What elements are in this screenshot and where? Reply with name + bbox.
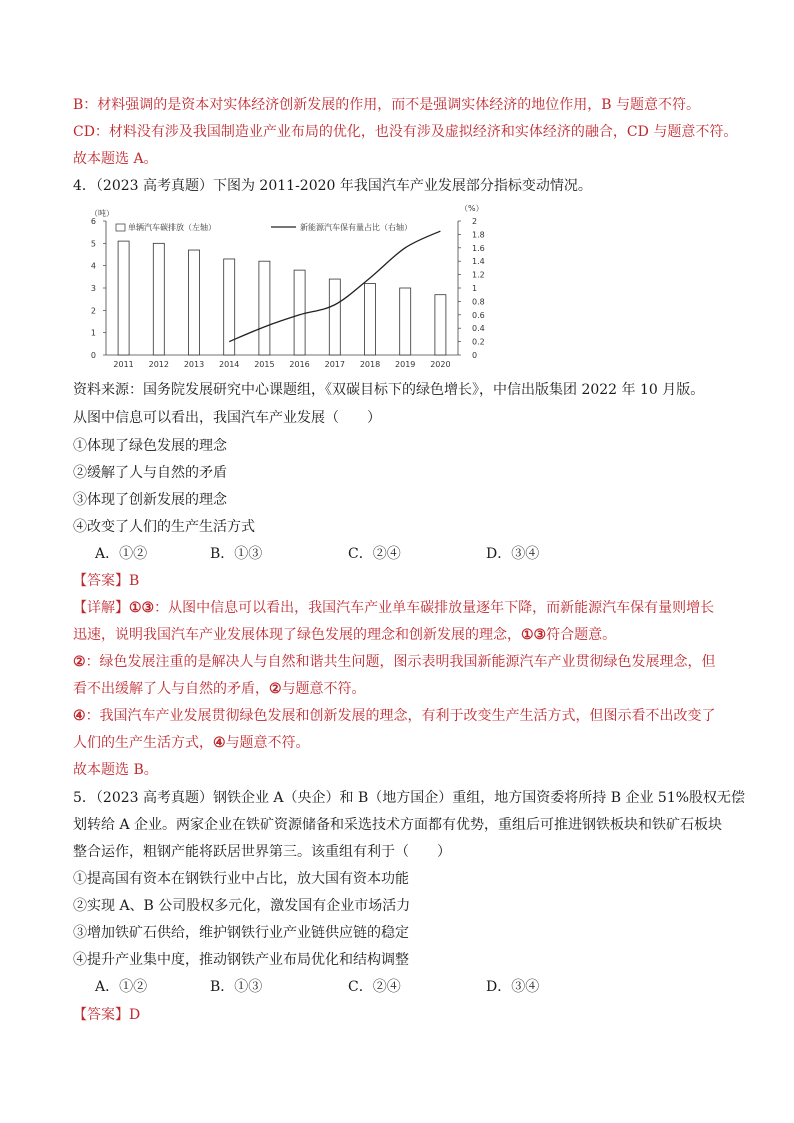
explain-mark-13: ①③ bbox=[521, 627, 547, 643]
q5-option-c: C．②④ bbox=[348, 979, 401, 995]
right-tick-label: 0.4 bbox=[472, 324, 485, 334]
q4-option-a: A．①② bbox=[95, 546, 148, 562]
explain-mark-4: ④ bbox=[213, 735, 226, 751]
x-tick-label: 2012 bbox=[148, 360, 169, 369]
right-tick-label: 0.8 bbox=[472, 297, 485, 307]
q5-statement-2: ②实现 A、B 公司股权多元化，激发国有企业市场活力 bbox=[73, 898, 411, 914]
q4-statement-3: ③体现了创新发展的理念 bbox=[73, 492, 227, 508]
explain-text: 看不出缓解了人与自然的矛盾， bbox=[73, 681, 269, 697]
right-tick-label: 0.2 bbox=[472, 337, 485, 347]
legend-bar-swatch bbox=[116, 224, 125, 231]
bar bbox=[365, 284, 376, 355]
bar bbox=[294, 270, 305, 355]
q3-conclusion: 故本题选 A。 bbox=[73, 151, 158, 167]
q4-chart bbox=[80, 203, 490, 371]
explain-mark-4: ④ bbox=[73, 708, 86, 724]
q3-option-b-analysis: B：材料强调的是资本对实体经济创新发展的作用，而不是强调实体经济的地位作用，B 与题意不符。 bbox=[73, 97, 701, 113]
explain-text: ：我国汽车产业发展贯彻绿色发展和创新发展的理念，有利于改变生产生活方式，但图示看不出改变了 bbox=[85, 708, 716, 724]
q4-explain-p2a bbox=[73, 652, 716, 672]
explain-text: 与题意不符。 bbox=[281, 681, 366, 697]
q4-answer: 【答案】B bbox=[73, 573, 140, 589]
bar bbox=[259, 261, 270, 355]
q4-explain-p1b bbox=[73, 625, 616, 645]
x-tick-label: 2017 bbox=[324, 360, 345, 369]
chart-labels bbox=[90, 204, 485, 369]
explain-mark-2: ② bbox=[73, 654, 86, 670]
q4-explain-p3b bbox=[73, 733, 310, 753]
q5-stem-3: 整合运作，粗钢产能将跃居世界第三。该重组有利于（ ） bbox=[73, 844, 451, 860]
right-tick-label: 1.2 bbox=[472, 270, 485, 280]
right-tick-label: 1.8 bbox=[472, 230, 485, 240]
left-tick-label: 6 bbox=[90, 217, 96, 226]
legend-line-label: 新能源汽车保有量占比（右轴） bbox=[300, 223, 412, 232]
left-tick-label: 1 bbox=[90, 328, 96, 338]
q4-statement-1: ①体现了绿色发展的理念 bbox=[73, 438, 227, 454]
bar bbox=[329, 279, 340, 355]
explain-text: 人们的生产生活方式， bbox=[73, 735, 213, 751]
q4-explain-p2b bbox=[73, 679, 366, 699]
left-tick-label: 5 bbox=[90, 239, 96, 249]
explain-tag: 【详解】 bbox=[73, 600, 129, 616]
explain-text: 迅速，说明我国汽车产业发展体现了绿色发展的理念和创新发展的理念， bbox=[73, 627, 521, 643]
left-tick-label: 2 bbox=[90, 306, 96, 316]
x-tick-label: 2015 bbox=[254, 360, 275, 369]
q4-explain-p1a bbox=[73, 598, 714, 618]
right-tick-label: 1.4 bbox=[472, 257, 485, 267]
right-tick-label: 1.6 bbox=[472, 243, 485, 253]
right-unit-label: （%） bbox=[460, 204, 484, 213]
left-tick-label: 0 bbox=[90, 351, 96, 360]
q4-option-b: B．①③ bbox=[210, 546, 263, 562]
q5-option-b: B．①③ bbox=[210, 979, 263, 995]
q4-statement-4: ④改变了人们的生产生活方式 bbox=[73, 519, 255, 535]
q4-conclusion: 故本题选 B。 bbox=[73, 762, 158, 778]
q4-option-c: C．②④ bbox=[348, 546, 401, 562]
bar bbox=[189, 250, 200, 355]
q5-option-d: D．③④ bbox=[486, 979, 540, 995]
bar bbox=[435, 295, 446, 355]
bar bbox=[153, 243, 164, 355]
x-tick-label: 2020 bbox=[430, 360, 451, 369]
x-tick-label: 2019 bbox=[395, 360, 416, 369]
q5-statement-1: ①提高国有资本在钢铁行业中占比，放大国有资本功能 bbox=[73, 871, 409, 887]
x-tick-label: 2018 bbox=[359, 360, 381, 369]
explain-mark-13: ①③ bbox=[129, 600, 155, 616]
q4-source: 资料来源：国务院发展研究中心课题组，《双碳目标下的绿色增长》，中信出版集团 2022 年 10 月版。 bbox=[73, 382, 705, 398]
q4-stem: 4．（2023 高考真题）下图为 2011-2020 年我国汽车产业发展部分指标变动情况。 bbox=[73, 178, 592, 194]
q5-stem-1: 5．（2023 高考真题）钢铁企业 A（央企）和 B（地方国企）重组，地方国资委将所持 B 企业 51%股权无偿 bbox=[73, 790, 746, 806]
q5-statement-4: ④提升产业集中度，推动钢铁产业布局优化和结构调整 bbox=[73, 952, 409, 968]
explain-text: 与题意不符。 bbox=[225, 735, 310, 751]
q4-statement-2: ②缓解了人与自然的矛盾 bbox=[73, 465, 227, 481]
explain-mark-2: ② bbox=[269, 681, 282, 697]
x-tick-label: 2014 bbox=[219, 360, 240, 369]
left-unit-label: （吨） bbox=[90, 209, 114, 218]
q4-question: 从图中信息可以看出，我国汽车产业发展（ ） bbox=[73, 410, 381, 426]
explain-text: 符合题意。 bbox=[546, 627, 617, 643]
bar bbox=[400, 288, 411, 355]
q5-answer: 【答案】D bbox=[73, 1007, 141, 1023]
q5-stem-2: 划转给 A 企业。两家企业在铁矿资源储备和采选技术方面都有优势，重组后可推进钢铁板块和铁矿石板块 bbox=[73, 817, 723, 833]
q5-statement-3: ③增加铁矿石供给，维护钢铁行业产业链供应链的稳定 bbox=[73, 925, 409, 941]
q3-option-cd-analysis: CD：材料没有涉及我国制造业产业布局的优化，也没有涉及虚拟经济和实体经济的融合，CD 与题意不符。 bbox=[73, 124, 738, 140]
explain-text: ：绿色发展注重的是解决人与自然和谐共生问题，图示表明我国新能源汽车产业贯彻绿色发展理念，但 bbox=[85, 654, 716, 670]
left-tick-label: 4 bbox=[90, 261, 96, 271]
left-tick-label: 3 bbox=[90, 284, 96, 293]
x-tick-label: 2011 bbox=[113, 360, 134, 369]
right-tick-label: 0 bbox=[472, 351, 478, 360]
right-tick-label: 0.6 bbox=[472, 310, 485, 320]
q4-explain-p3a bbox=[73, 706, 716, 726]
right-tick-label: 2 bbox=[472, 217, 478, 226]
q5-option-a: A．①② bbox=[95, 979, 148, 995]
right-tick-label: 1 bbox=[472, 284, 478, 293]
chart-bars bbox=[118, 241, 446, 355]
x-tick-label: 2016 bbox=[289, 360, 310, 369]
legend-bar-label: 单辆汽车碳排放（左轴） bbox=[128, 223, 216, 232]
x-tick-label: 2013 bbox=[183, 360, 205, 369]
explain-text: ：从图中信息可以看出，我国汽车产业单车碳排放量逐年下降，而新能源汽车保有量则增长 bbox=[154, 600, 715, 616]
bar bbox=[118, 241, 129, 355]
q4-option-d: D．③④ bbox=[486, 546, 540, 562]
